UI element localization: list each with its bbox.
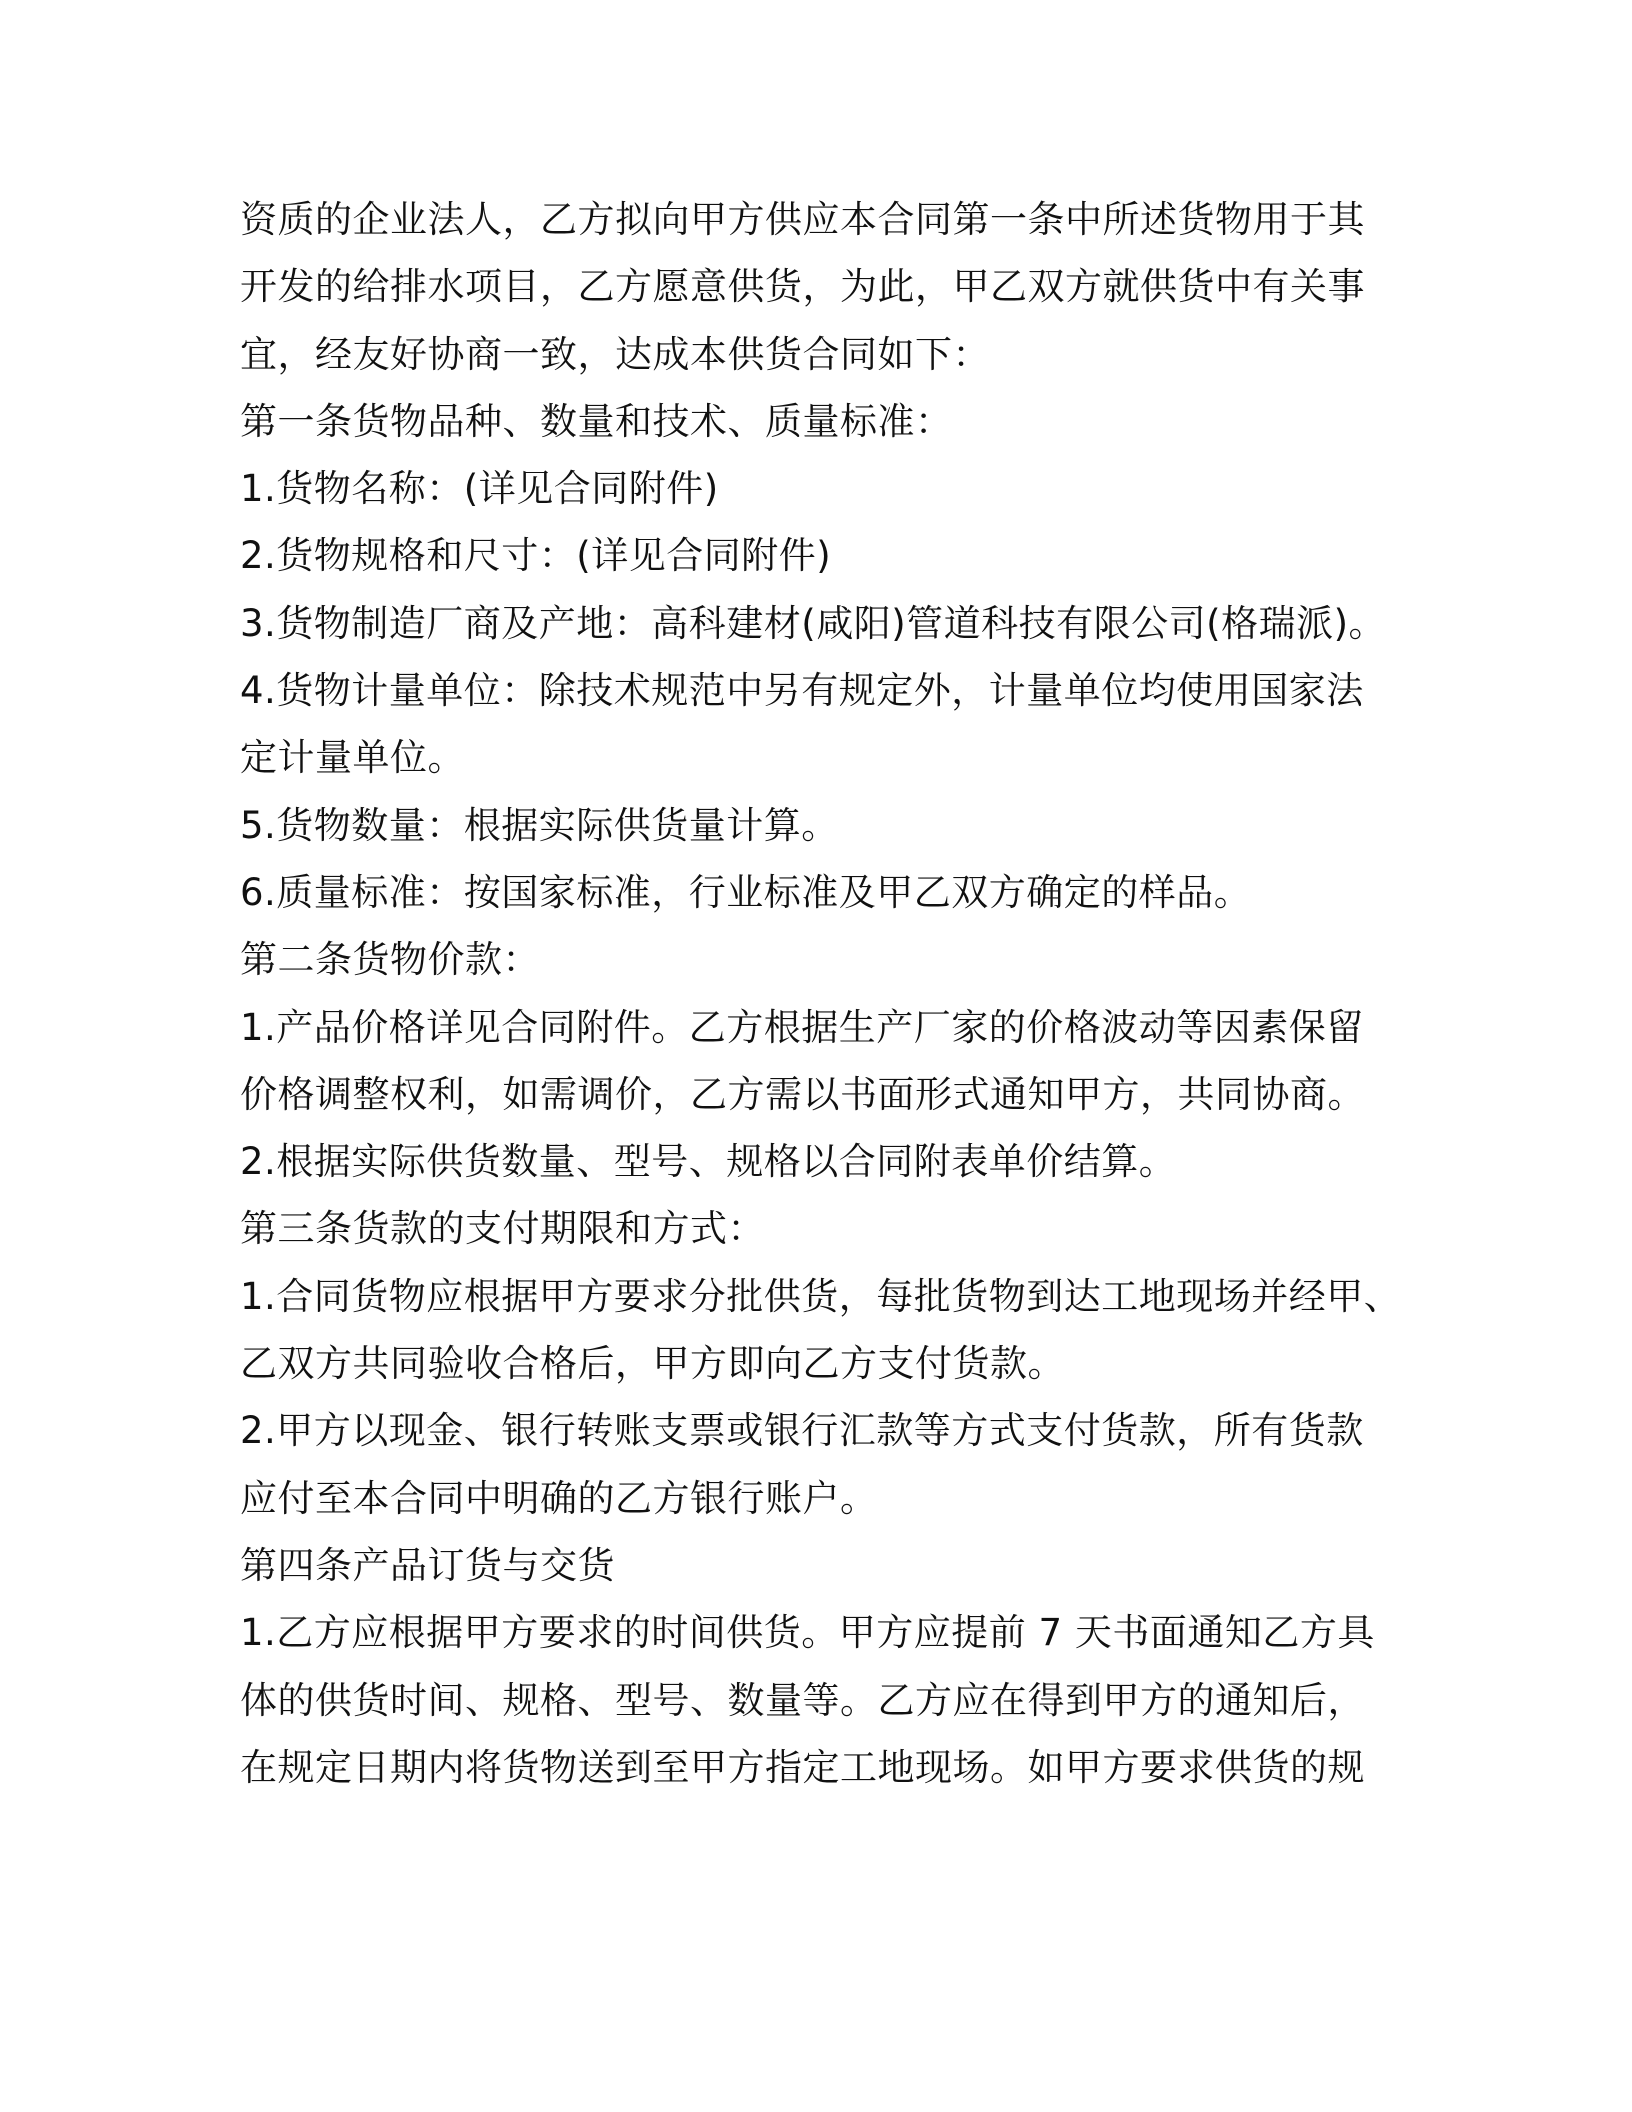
- list-item: 1.货物名称：(详见合同附件): [240, 467, 719, 511]
- section-heading: 第一条货物品种、数量和技术、质量标准：: [240, 399, 953, 443]
- text-line: 体的供货时间、规格、型号、数量等。乙方应在得到甲方的通知后，: [240, 1678, 1365, 1722]
- list-item: 3.货物制造厂商及产地：高科建材(咸阳)管道科技有限公司(格瑞派)。: [240, 601, 1387, 645]
- text-line: 资质的企业法人，乙方拟向甲方供应本合同第一条中所述货物用于其: [240, 198, 1365, 241]
- text-line: 宜，经友好协商一致，达成本供货合同如下：: [240, 332, 990, 376]
- text-line: 价格调整权利，如需调价，乙方需以书面形式通知甲方，共同协商。: [240, 1072, 1365, 1116]
- list-item: 6.质量标准：按国家标准，行业标准及甲乙双方确定的样品。: [240, 870, 1252, 914]
- list-item: 5.货物数量：根据实际供货量计算。: [240, 803, 839, 847]
- list-item: 1.乙方应根据甲方要求的时间供货。甲方应提前 7 天书面通知乙方具: [240, 1611, 1375, 1655]
- list-item: 1.产品价格详见合同附件。乙方根据生产厂家的价格波动等因素保留: [240, 1005, 1364, 1049]
- list-item: 2.货物规格和尺寸：(详见合同附件): [240, 534, 832, 578]
- section-heading: 第二条货物价款：: [240, 938, 540, 982]
- text-line: 乙双方共同验收合格后，甲方即向乙方支付货款。: [240, 1342, 1065, 1386]
- section-heading: 第三条货款的支付期限和方式：: [240, 1207, 765, 1251]
- list-item: 1.合同货物应根据甲方要求分批供货，每批货物到达工地现场并经甲、: [240, 1274, 1402, 1318]
- text-line: 应付至本合同中明确的乙方银行账户。: [240, 1476, 878, 1520]
- document-body: [240, 186, 1402, 1801]
- list-item: 2.根据实际供货数量、型号、规格以合同附表单价结算。: [240, 1140, 1177, 1184]
- text-line: 开发的给排水项目，乙方愿意供货，为此，甲乙双方就供货中有关事: [240, 265, 1365, 309]
- list-item: 2.甲方以现金、银行转账支票或银行汇款等方式支付货款，所有货款: [240, 1409, 1364, 1453]
- text-line: 定计量单位。: [240, 736, 465, 780]
- section-heading: 第四条产品订货与交货: [240, 1543, 615, 1587]
- list-item: 4.货物计量单位：除技术规范中另有规定外，计量单位均使用国家法: [240, 669, 1364, 713]
- text-line: 在规定日期内将货物送到至甲方指定工地现场。如甲方要求供货的规: [240, 1745, 1365, 1789]
